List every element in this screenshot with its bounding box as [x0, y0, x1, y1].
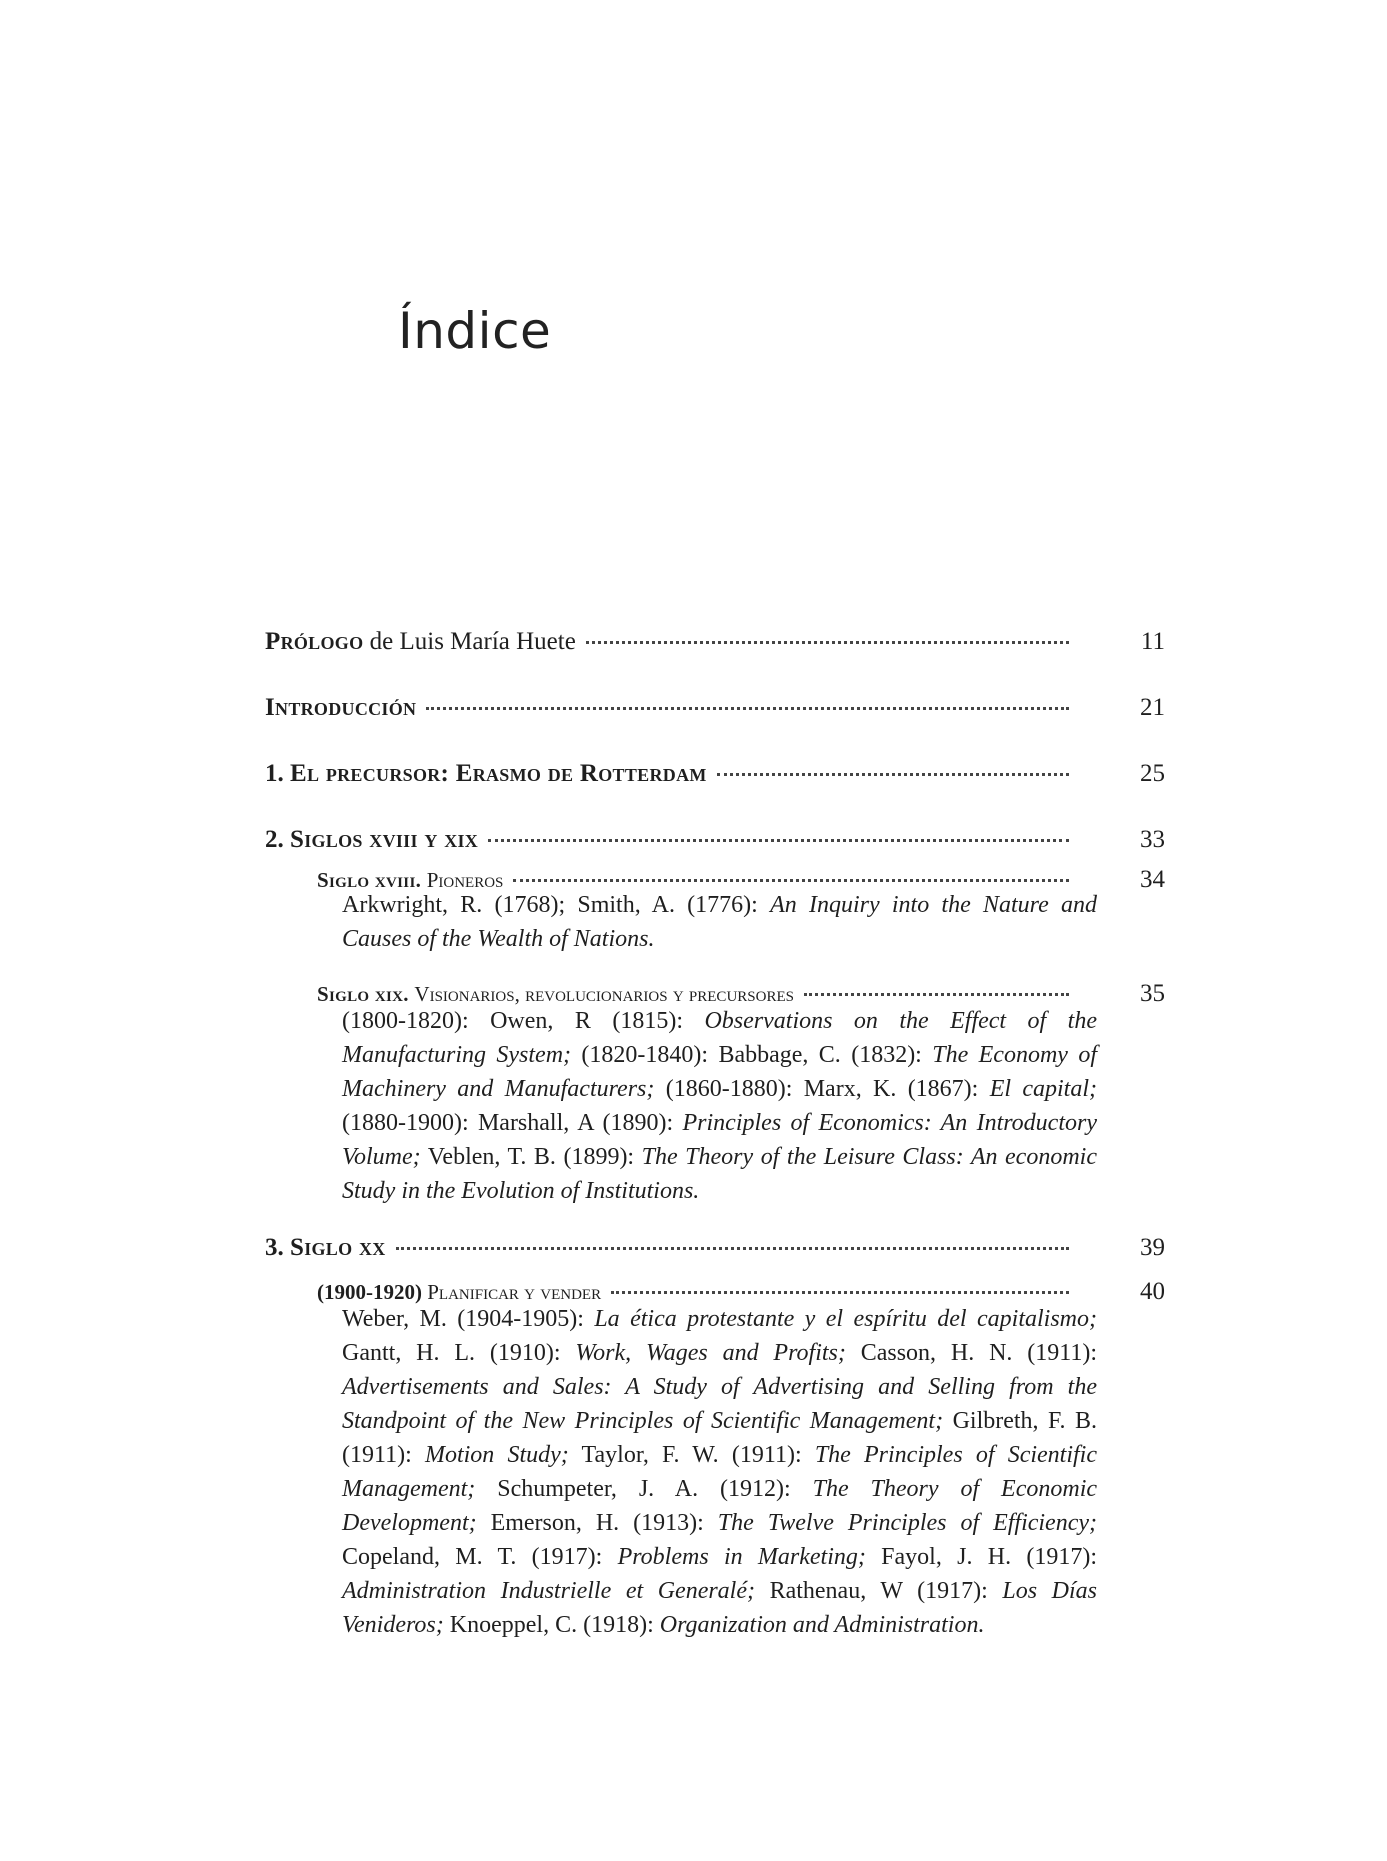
chapter-number: 1.	[265, 760, 290, 787]
toc-entry-chapter-2[interactable]	[265, 818, 1165, 855]
toc-subentry-description	[342, 1302, 1097, 1642]
toc-subentry-description	[342, 888, 1097, 956]
toc-entry-introduccion[interactable]	[265, 686, 1165, 723]
chapter-number: 2.	[265, 826, 290, 853]
dot-leader	[513, 853, 1069, 882]
dot-leader	[804, 967, 1069, 996]
toc-entry-label	[265, 825, 478, 855]
description-title: The Theory of the Leisure Class: An economic Study in the Evolution of Institutions.	[342, 1144, 1097, 1204]
toc-label-smallcaps: Prólogo	[265, 628, 364, 655]
toc-entry-label	[265, 627, 576, 657]
toc-entry-chapter-1[interactable]	[265, 752, 1165, 789]
dot-leader	[488, 813, 1069, 842]
dot-leader	[396, 1221, 1069, 1250]
page-number: 11	[1140, 628, 1165, 655]
subentry-heading-rest: Planificar y vender	[427, 1280, 602, 1304]
dot-leader	[611, 1265, 1069, 1294]
dot-leader	[717, 747, 1069, 776]
description-text: Copeland, M. T. (1917):	[342, 1544, 618, 1570]
description-text: Veblen, T. B. (1899):	[420, 1144, 642, 1170]
description-title: The Theory of Economic Development;	[342, 1476, 1098, 1536]
toc-label-smallcaps: El precursor: Erasmo de Rotterdam	[290, 760, 707, 787]
description-title: La ética protestante y el espíritu del capitalismo;	[594, 1306, 1097, 1332]
description-text: (1800-1820): Owen, R (1815):	[342, 1008, 705, 1034]
description-title: Principles of Economics: An Introductory Volume;	[342, 1110, 1097, 1170]
page-number: 34	[1140, 866, 1165, 893]
description-title: Work, Wages and Profits;	[575, 1340, 846, 1366]
description-title: Observations on the Effect of the Manufacturing System;	[342, 1008, 1097, 1068]
toc-entry-prologo[interactable]	[265, 620, 1165, 657]
description-title: Los Días Venideros;	[342, 1578, 1097, 1638]
description-title: Administration Industrielle et Generalé;	[342, 1578, 755, 1604]
toc-subentry-description	[342, 1004, 1097, 1208]
subentry-heading-bold: Siglo xviii.	[317, 868, 427, 892]
chapter-number: 3.	[265, 1234, 290, 1261]
toc-entry-label	[265, 693, 416, 723]
description-title: The Twelve Principles of Efficiency;	[717, 1510, 1098, 1536]
page-number: 33	[1140, 826, 1165, 853]
page-number: 40	[1140, 1278, 1165, 1305]
description-text: (1880-1900): Marshall, A (1890):	[342, 1110, 683, 1136]
description-text: Gilbreth, F. B. (1911):	[342, 1408, 1097, 1468]
toc-label-smallcaps: Siglo xx	[290, 1234, 386, 1261]
toc-label-rest: de Luis María Huete	[363, 628, 576, 655]
description-title: Problems in Marketing;	[617, 1544, 866, 1570]
description-text: Weber, M. (1904-1905):	[342, 1306, 595, 1332]
toc-label-smallcaps: Introducción	[265, 694, 417, 721]
dot-leader	[426, 681, 1069, 710]
page-number: 35	[1140, 980, 1165, 1007]
description-title: El capital;	[989, 1076, 1097, 1102]
description-title: An Inquiry into the Nature and Causes of the Wealth of Nations.	[342, 892, 1098, 952]
description-title: The Economy of Machinery and Manufacturers;	[342, 1042, 1097, 1102]
description-text: (1820-1840): Babbage, C. (1832):	[571, 1042, 933, 1068]
page-number: 25	[1140, 760, 1165, 787]
page-number: 21	[1140, 694, 1165, 721]
subentry-heading-rest: Pioneros	[426, 868, 504, 892]
dot-leader	[586, 615, 1069, 644]
description-text: (1860-1880): Marx, K. (1867):	[654, 1076, 990, 1102]
description-title: Motion Study;	[424, 1442, 569, 1468]
page-title: Índice	[398, 302, 552, 360]
description-text: Gantt, H. L. (1910):	[342, 1340, 576, 1366]
toc-label-smallcaps: Siglos xviii y xix	[290, 826, 479, 853]
description-text: Emerson, H. (1913):	[476, 1510, 718, 1536]
description-text: Rathenau, W (1917):	[755, 1578, 1003, 1604]
description-text: Taylor, F. W. (1911):	[568, 1442, 815, 1468]
toc-entry-label	[265, 759, 707, 789]
description-text: Knoeppel, C. (1918):	[443, 1612, 660, 1638]
description-title: Organization and Administration.	[659, 1612, 985, 1638]
subentry-heading-bold: Siglo xix.	[317, 982, 415, 1006]
description-title: The Principles of Scientific Management;	[342, 1442, 1097, 1502]
description-text: Arkwright, R. (1768); Smith, A. (1776):	[342, 892, 771, 918]
toc-entry-label	[265, 1233, 386, 1263]
description-text: Fayol, J. H. (1917):	[865, 1544, 1098, 1570]
description-text: Casson, H. N. (1911):	[845, 1340, 1098, 1366]
subentry-heading-bold: (1900-1920)	[317, 1280, 428, 1304]
description-text: Schumpeter, J. A. (1912):	[475, 1476, 813, 1502]
subentry-heading-rest: Visionarios, revolucionarios y precursores	[414, 982, 794, 1006]
description-title: Advertisements and Sales: A Study of Advertising and Selling from the Standpoint of the New Principles of Scientific Management;	[342, 1374, 1097, 1434]
page-number: 39	[1140, 1234, 1165, 1261]
toc-entry-chapter-3[interactable]	[265, 1226, 1165, 1263]
